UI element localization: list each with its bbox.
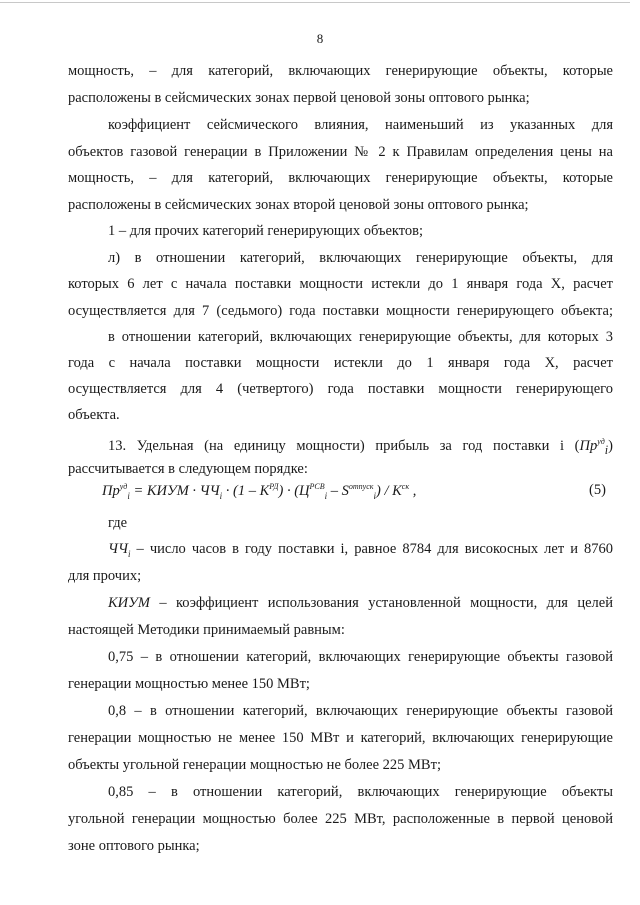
para13-lead: 13. Удельная (на единицу мощности) прибыль за год поставки i ( (108, 438, 580, 454)
text-line: $ЧЧ_i$ – число часов в году поставки i, равное 8784 для високосных лет и 8760 (108, 541, 614, 559)
text-line: осуществляется для 7 (седьмого) года поставки мощности генерирующего объекта; (68, 303, 613, 319)
text-line: мощность, – для категорий, включающих генерирующие объекты, которые (68, 63, 613, 79)
para13-line2: рассчитывается в следующем порядке: (68, 461, 308, 477)
text-line: осуществляется для 4 (четвертого) года поставки мощности генерирующего (68, 381, 613, 397)
chch-symbol: $ЧЧ_i$ (108, 541, 131, 559)
text-line: где (108, 515, 128, 531)
text-line: объекта. (68, 407, 120, 423)
text-line: расположены в сейсмических зонах первой ценовой зоны оптового рынка; (68, 90, 530, 106)
text-line: угольной генерации мощностью более 225 МВт, расположенные в первой ценовой (68, 811, 613, 827)
text-line: генерации мощностью менее 150 МВт; (68, 676, 310, 692)
text-line: года с начала поставки мощности истекли до 1 января года X, расчет (68, 355, 613, 371)
text-line: мощность, – для категорий, включающих генерирующие объекты, которые (68, 170, 613, 186)
page-number: 8 (316, 31, 324, 46)
text-line: 1 – для прочих категорий генерирующих объектов; (108, 223, 424, 239)
text-line: объекты угольной генерации мощностью не более 225 МВт; (68, 757, 441, 773)
text-line: генерации мощностью не менее 150 МВт и категорий, включающих генерирующие (68, 730, 613, 746)
text-line: настоящей Методики принимаемый равным: (68, 622, 345, 638)
text-line: 0,85 – в отношении категорий, включающих генерирующие объекты (108, 784, 613, 800)
text-line: которых 6 лет с начала поставки мощности истекли до 1 января года X, расчет (68, 276, 613, 292)
top-rule (0, 2, 630, 3)
text-line: 0,75 – в отношении категорий, включающих генерирующие объекты газовой (108, 649, 613, 665)
formula-5: $Пр^{уд}_i$ = КИУМ · $ЧЧ_i \cdot (1 - K^{РД}) \cdot (Ц^{РСВ}_i - S^{отпуск}_i) / K^{ск}$ , (102, 482, 417, 501)
para13-line1: 13. Удельная (на единицу мощности) прибыль за год поставки i $(Пр^{уд}_i)$ (108, 437, 613, 457)
text-line: л) в отношении категорий, включающих генерирующие объекты, для (108, 250, 613, 266)
text-line: КИУМ – коэффициент использования установленной мощности, для целей (108, 595, 613, 611)
para13-symbol: $Пр^{уд}_i$ (579, 437, 609, 457)
text-line: для прочих; (68, 568, 142, 584)
text-line: объектов газовой генерации в Приложении № 2 к Правилам определения цены на (68, 144, 613, 160)
text-line: зоне оптового рынка; (68, 838, 200, 854)
text-line: в отношении категорий, включающих генерирующие объекты, для которых 3 (108, 329, 613, 345)
text-line: расположены в сейсмических зонах второй ценовой зоны оптового рынка; (68, 197, 529, 213)
text-line: 0,8 – в отношении категорий, включающих генерирующие объекты газовой (108, 703, 613, 719)
kium-symbol: КИУМ (108, 595, 160, 611)
formula-number: (5) (589, 482, 606, 498)
text-line: коэффициент сейсмического влияния, наименьший из указанных для (108, 117, 613, 133)
